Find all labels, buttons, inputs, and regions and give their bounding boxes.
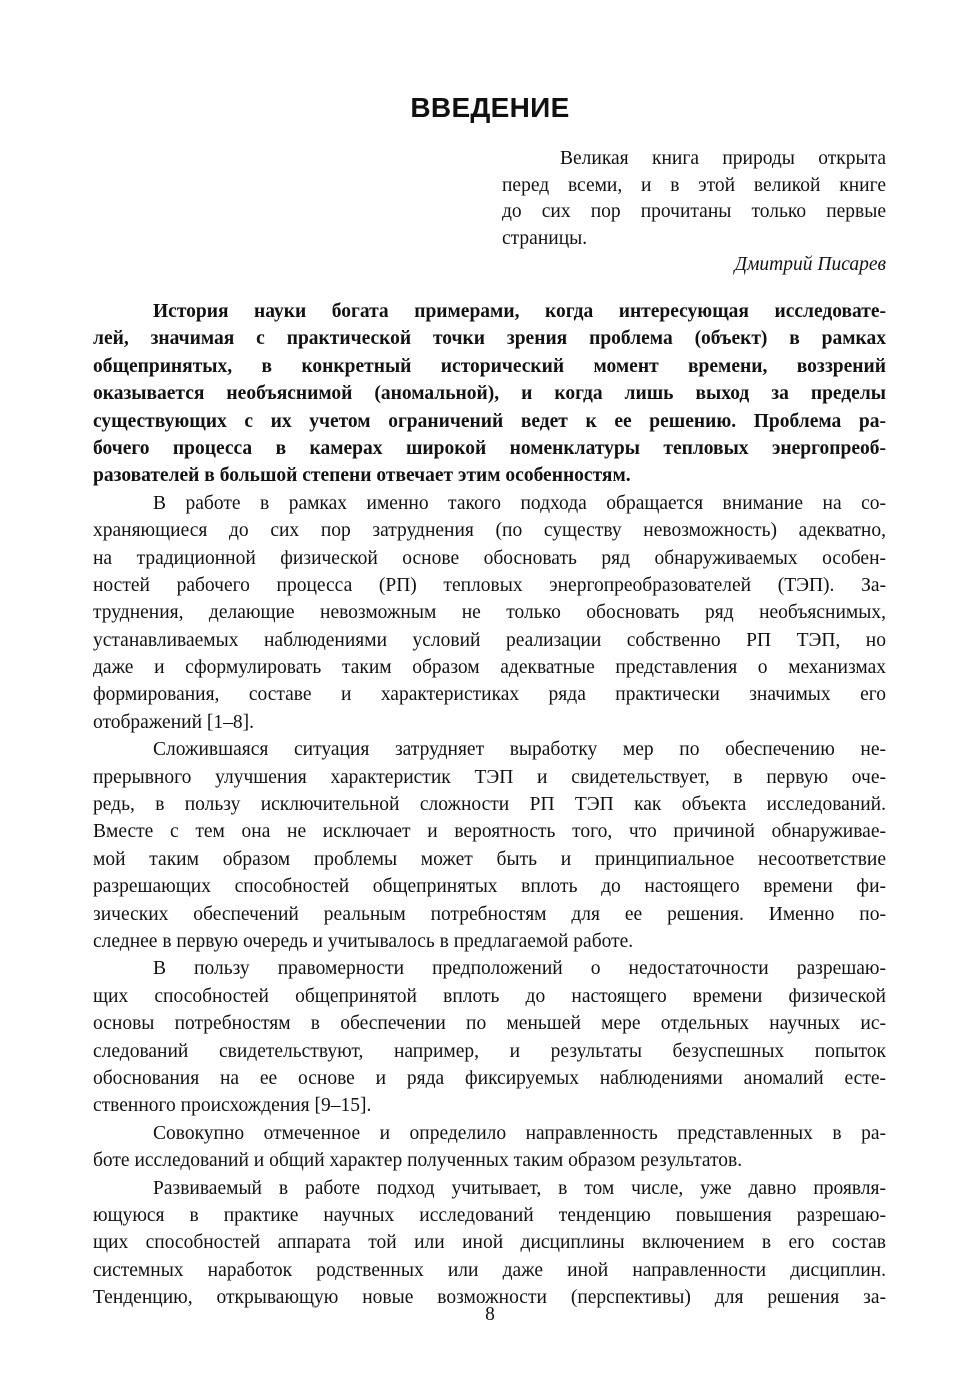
paragraph-line: прерывного улучшения характеристик ТЭП и свидетельствует, в первую оче-	[93, 766, 886, 788]
paragraph-line: Сложившаяся ситуация затрудняет выработку мер по обеспечению не-	[153, 739, 886, 761]
page-number: 8	[485, 1304, 495, 1325]
paragraph-line: Вместе с тем она не исключает и вероятность того, что причиной обнаруживае-	[93, 821, 886, 843]
paragraph-line: храняющиеся до сих пор затруднения (по существу невозможность) адекватно,	[93, 520, 886, 542]
paragraph-line: лей, значимая с практической точки зрения проблема (объект) в рамках	[93, 328, 886, 350]
paragraph-line: ственного происхождения [9–15].	[93, 1095, 372, 1117]
epigraph	[502, 146, 886, 279]
epigraph-line: страницы.	[502, 227, 588, 249]
paragraph	[93, 955, 886, 1119]
paragraph-line: оказывается необъяснимой (аномальной), и когда лишь выход за пределы	[93, 383, 886, 405]
paragraph	[93, 298, 886, 490]
paragraph-line: труднения, делающие невозможным не только обосновать ряд необъяснимых,	[93, 602, 886, 624]
epigraph-line: до сих пор прочитаны только первые	[502, 201, 886, 222]
paragraph	[93, 1120, 886, 1175]
paragraph-line: формирования, составе и характеристиках ряда практически значимых его	[93, 684, 886, 706]
paragraph-line: разрешающих способностей общепринятых вплоть до настоящего времени фи-	[93, 876, 886, 898]
paragraph-line: История науки богата примерами, когда интересующая исследовате-	[153, 301, 886, 322]
paragraph-line: общепринятых, в конкретный исторический момент времени, воззрений	[93, 355, 886, 377]
epigraph-author: Дмитрий Писарев	[734, 254, 886, 275]
paragraph-line: В работе в рамках именно такого подхода обращается внимание на со-	[153, 492, 886, 514]
epigraph-line: перед всеми, и в этой великой книге	[502, 174, 886, 196]
paragraph	[93, 1175, 886, 1312]
paragraph-line: Развиваемый в работе подход учитывает, в том числе, уже давно проявля-	[153, 1177, 886, 1199]
paragraph-line: щих способностей общепринятой вплоть до настоящего времени физической	[93, 985, 886, 1007]
epigraph-line: Великая книга природы открыта	[560, 148, 886, 169]
paragraph-line: даже и сформулировать таким образом адекватные представления о механизмах	[93, 657, 886, 679]
paragraph-line: системных наработок родственных или даже иной направленности дисциплин.	[93, 1259, 886, 1281]
paragraph-line: устанавливаемых наблюдениями условий реализации собственно РП ТЭП, но	[93, 629, 886, 651]
paragraph-line: боте исследований и общий характер полученных таким образом результатов.	[93, 1150, 743, 1172]
paragraph-line: отображений [1–8].	[93, 711, 254, 733]
paragraph-line: следований свидетельствуют, например, и результаты безуспешных попыток	[93, 1040, 886, 1062]
paragraph-line: редь, в пользу исключительной сложности РП ТЭП как объекта исследований.	[93, 794, 886, 816]
paragraph	[93, 736, 886, 955]
chapter-title: ВВЕДЕНИЕ	[410, 92, 570, 123]
paragraph-line: ющуюся в практике научных исследований тенденцию повышения разрешаю-	[93, 1204, 886, 1226]
paragraph	[93, 490, 886, 737]
paragraph-line: бочего процесса в камерах широкой номенклатуры тепловых энергопреоб-	[93, 437, 886, 459]
paragraph-line: Совокупно отмеченное и определило направленность представленных в ра-	[153, 1122, 886, 1144]
paragraph-line: следнее в первую очередь и учитывалось в предлагаемой работе.	[93, 930, 634, 952]
paragraph-line: В пользу правомерности предположений о недостаточности разрешаю-	[153, 958, 886, 980]
paragraph-line: существующих с их учетом ограничений ведет к ее решению. Проблема ра-	[93, 410, 886, 432]
body-text	[93, 298, 886, 1311]
paragraph-line: основы потребностям в обеспечении по меньшей мере отдельных научных ис-	[93, 1013, 886, 1035]
paragraph-line: на традиционной физической основе обосновать ряд обнаруживаемых особен-	[93, 547, 886, 569]
paragraph-line: разователей в большой степени отвечает этим особенностям.	[93, 465, 631, 487]
paragraph-line: обоснования на ее основе и ряда фиксируемых наблюдениями аномалий есте-	[93, 1067, 886, 1089]
paragraph-line: ностей рабочего процесса (РП) тепловых энергопреобразователей (ТЭП). За-	[93, 574, 886, 596]
paragraph-line: Тенденцию, открывающую новые возможности (перспективы) для решения за-	[93, 1287, 886, 1309]
paragraph-line: щих способностей аппарата той или иной дисциплины включением в его состав	[93, 1232, 886, 1254]
paragraph-line: мой таким образом проблемы может быть и принципиальное несоответствие	[93, 848, 886, 870]
paragraph-line: зических обеспечений реальным потребностям для ее решения. Именно по-	[93, 903, 886, 925]
